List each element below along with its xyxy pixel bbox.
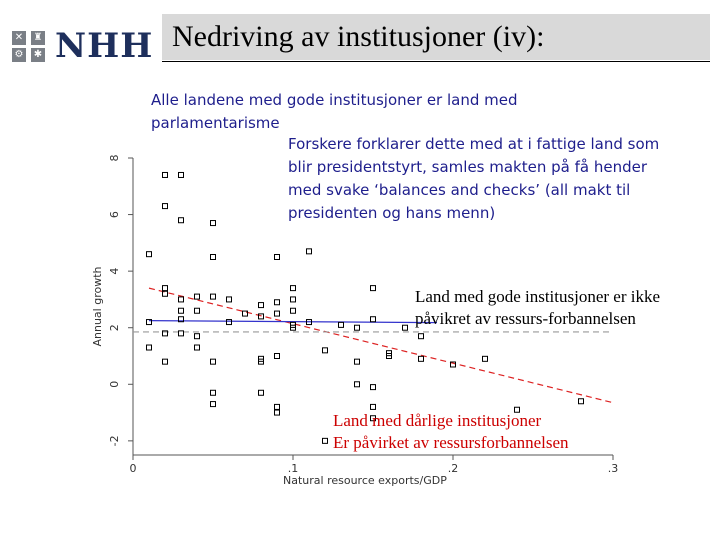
data-point [179, 172, 184, 177]
data-point [259, 314, 264, 319]
data-point [163, 286, 168, 291]
data-point [275, 311, 280, 316]
y-tick-label: 6 [108, 211, 121, 219]
data-point [163, 359, 168, 364]
data-point [483, 356, 488, 361]
data-point [355, 382, 360, 387]
data-point [323, 438, 328, 443]
data-point [419, 334, 424, 339]
data-point [579, 399, 584, 404]
bad-institutions-line-1: Land med dårlige institusjoner [333, 411, 542, 430]
data-point [195, 334, 200, 339]
data-point [275, 354, 280, 359]
x-axis-title: Natural resource exports/GDP [283, 474, 447, 487]
data-point [371, 404, 376, 409]
data-point [355, 325, 360, 330]
data-point [211, 390, 216, 395]
bad-institutions-note [333, 410, 713, 454]
data-point [259, 303, 264, 308]
data-point [179, 297, 184, 302]
y-axis-title: Annual growth [91, 266, 104, 347]
data-point [371, 286, 376, 291]
y-tick-label: 2 [108, 324, 121, 332]
main-statement: Alle landene med gode institusjoner er land med parlamentarisme [151, 91, 518, 132]
data-point [227, 297, 232, 302]
y-tick-label: 4 [108, 267, 121, 275]
data-point [291, 308, 296, 313]
data-point [307, 249, 312, 254]
data-point [195, 294, 200, 299]
data-point [323, 348, 328, 353]
data-point [195, 345, 200, 350]
x-tick-label: 0 [129, 462, 137, 475]
y-tick-label: -2 [108, 435, 121, 447]
page-title: Nedriving av institusjoner (iv): [172, 20, 545, 53]
good-institutions-note: Land med gode institusjoner er ikke påvikret av ressurs-forbannelsen [415, 287, 661, 328]
data-point [163, 204, 168, 209]
emblem-tools-icon: ✕ [12, 31, 26, 45]
data-point [275, 410, 280, 415]
y-tick-label: 8 [108, 154, 121, 162]
data-point [291, 286, 296, 291]
emblem-gear-icon: ⚙ [12, 48, 26, 62]
data-point [275, 404, 280, 409]
data-point [403, 325, 408, 330]
data-point [147, 252, 152, 257]
data-point [419, 356, 424, 361]
data-point [211, 402, 216, 407]
data-point [291, 297, 296, 302]
data-point [147, 345, 152, 350]
data-point [259, 390, 264, 395]
x-tick-label: .3 [607, 462, 619, 475]
data-point [211, 221, 216, 226]
data-point [179, 331, 184, 336]
data-point [211, 255, 216, 260]
y-tick-label: 0 [108, 380, 121, 388]
bad-institutions-line-2: Er påvirket av ressursforbannelsen [333, 433, 569, 452]
data-point [355, 359, 360, 364]
emblem-ship-icon: ♜ [31, 31, 45, 45]
data-point [371, 317, 376, 322]
explanation-text: Forskere forklarer dette med at i fattige land som blir presidentstyrt, samles makten på få hender med svake ‘balances and checks’ (all makt til presidenten og hans menn) [288, 135, 660, 222]
data-point [275, 300, 280, 305]
data-point [179, 308, 184, 313]
emblem-star-icon: ✱ [31, 48, 45, 62]
data-point [211, 294, 216, 299]
data-point [371, 385, 376, 390]
data-point [339, 322, 344, 327]
data-point [163, 172, 168, 177]
data-point [227, 320, 232, 325]
data-point [211, 359, 216, 364]
data-point [275, 255, 280, 260]
data-point [179, 218, 184, 223]
data-point [195, 308, 200, 313]
x-tick-label: .2 [447, 462, 459, 475]
logo-wordmark: NHH [55, 26, 154, 66]
x-tick-label: .1 [287, 462, 299, 475]
